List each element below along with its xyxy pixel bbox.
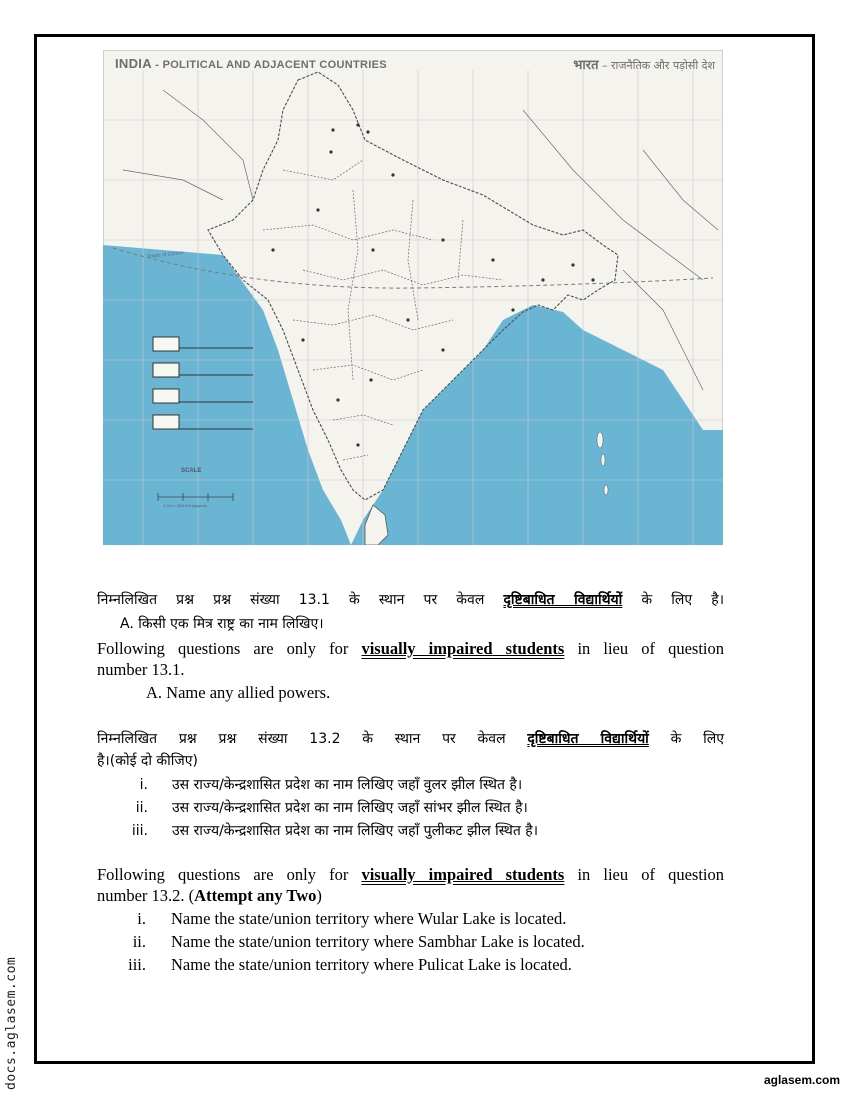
hi-highlight: दृष्टिबाधित विद्यार्थियों: [527, 731, 649, 747]
section1-hi-item: A. किसी एक मित्र राष्ट्र का नाम लिखिए।: [120, 616, 324, 632]
section2-hi-item: iii. उस राज्य/केन्द्रशासित प्रदेश का नाम लिखिए जहाँ पुलीकट झील स्थित है।: [131, 823, 539, 839]
section2-hi-intro: निम्नलिखित प्रश्न प्रश्न संख्या 13.2 के स्थान पर केवल दृष्टिबाधित विद्यार्थियों के लिए: [97, 731, 724, 747]
en-highlight: visually impaired students: [361, 865, 565, 884]
section2-hi-item: ii. उस राज्य/केन्द्रशासित प्रदेश का नाम लिखिए जहाँ सांभर झील स्थित है।: [135, 800, 528, 816]
scale-caption: 1 Cm = 250 Km (approx): [163, 503, 207, 508]
section2-hi-item: i. उस राज्य/केन्द्रशासित प्रदेश का नाम लिखिए जहाँ वुलर झील स्थित है।: [139, 777, 523, 793]
section1-en-intro: Following questions are only for visually impaired students in lieu of question: [97, 639, 724, 658]
section2-en-intro: Following questions are only for visually impaired students in lieu of question: [97, 865, 724, 884]
arabian-sea: [103, 245, 351, 545]
footer-brand: aglasem.com: [763, 1073, 840, 1087]
india-outline-map: [103, 50, 723, 545]
tropic-label: Tropic of Cancer: [146, 250, 184, 260]
hi-highlight: दृष्टिबाधित विद्यार्थियों: [503, 592, 623, 608]
section2-en-item: ii. Name the state/union territory where Sambhar Lake is located.: [132, 932, 585, 951]
bay-of-bengal: [351, 305, 723, 545]
section1-en-intro-cont: number 13.1.: [97, 660, 185, 679]
map-title-hi: भारत – राजनैतिक और पड़ोसी देश: [573, 58, 715, 73]
section2-en-item: iii. Name the state/union territory where Pulicat Lake is located.: [128, 955, 572, 974]
map-title-en: INDIA - POLITICAL AND ADJACENT COUNTRIES: [115, 56, 387, 71]
section2-hi-intro-cont: है।(कोई दो कीजिए): [97, 753, 199, 769]
section2-en-item: i. Name the state/union territory where Wular Lake is located.: [137, 909, 567, 928]
section2-en-intro-cont: number 13.2. (Attempt any Two): [97, 886, 322, 905]
section1-hi-intro: निम्नलिखित प्रश्न प्रश्न संख्या 13.1 के स्थान पर केवल दृष्टिबाधित विद्यार्थियों के लिए है।: [97, 592, 724, 608]
en-highlight: visually impaired students: [361, 639, 565, 658]
scale-title: SCALE: [181, 468, 202, 474]
section1-en-item: A. Name any allied powers.: [146, 683, 331, 702]
side-watermark: docs.aglasem.com: [4, 956, 19, 1090]
